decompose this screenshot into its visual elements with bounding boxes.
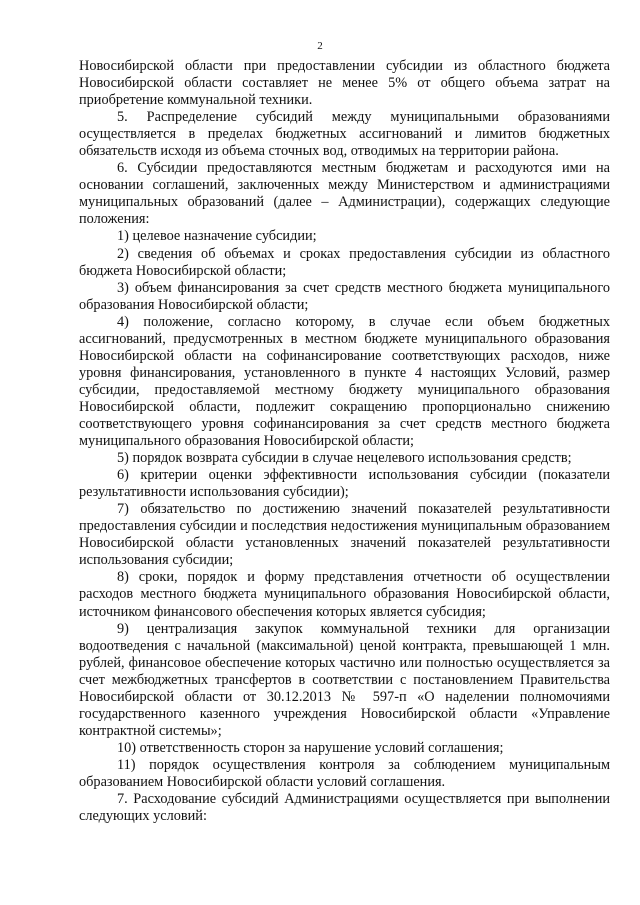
subitem-9: 9) централизация закупок коммунальной техники для организации водоотведения с начальной (максимальной) ценой контракта, превышающей 1 млн. рублей, финансовое обеспечение которых частично или полностью осуществляется за счет межбюджетных трансфертов в соответствии с постановлением Правительства Новосибирской области от 30.12.2013 № 597-п «О наделении полномочиями государственного казенного учреждения Новосибирской области «Управление контрактной системы»; bbox=[79, 620, 610, 739]
paragraph-item-5: 5. Распределение субсидий между муниципальными образованиями осуществляется в пределах бюджетных ассигнований и лимитов бюджетных обязательств исходя из объема сточных вод, отводимых на территории района. bbox=[79, 109, 610, 160]
subitem-6: 6) критерии оценки эффективности использования субсидии (показатели результативности использования субсидии); bbox=[79, 467, 610, 501]
subitem-3: 3) объем финансирования за счет средств местного бюджета муниципального образования Новосибирской области; bbox=[79, 279, 610, 313]
subitem-11: 11) порядок осуществления контроля за соблюдением муниципальным образованием Новосибирской области условий соглашения. bbox=[79, 756, 610, 790]
subitem-7: 7) обязательство по достижению значений показателей результативности предоставления субсидии и последствия недостижения муниципальным образованием Новосибирской области установленных значений показателей результативности использования субсидии; bbox=[79, 501, 610, 569]
subitem-8: 8) сроки, порядок и форму представления отчетности об осуществлении расходов местного бюджета муниципального образования Новосибирской области, источником финансового обеспечения которых является субсидия; bbox=[79, 569, 610, 620]
document-body bbox=[79, 58, 610, 825]
subitem-4: 4) положение, согласно которому, в случае если объем бюджетных ассигнований, предусмотренных в местном бюджете муниципального образования Новосибирской области на софинансирование соответствующих расходов, ниже уровня финансирования, установленного в пункте 4 настоящих Условий, размер субсидии, предоставляемой местному бюджету муниципального образования Новосибирской области, подлежит сокращению пропорционально снижению соответствующего уровня софинансирования за счет средств местного бюджета муниципального образования Новосибирской области; bbox=[79, 313, 610, 450]
subitem-10: 10) ответственность сторон за нарушение условий соглашения; bbox=[117, 739, 504, 756]
subitem-5: 5) порядок возврата субсидии в случае нецелевого использования средств; bbox=[117, 450, 572, 467]
subitem-2: 2) сведения об объемах и сроках предоставления субсидии из областного бюджета Новосибирской области; bbox=[79, 245, 610, 279]
subitem-1: 1) целевое назначение субсидии; bbox=[117, 228, 317, 245]
paragraph-item-6: 6. Субсидии предоставляются местным бюджетам и расходуются ими на основании соглашений, заключенных между Министерством и администрациями муниципальных образований (далее – Администрации), содержащих следующие положения: bbox=[79, 160, 610, 228]
paragraph-continuation: Новосибирской области при предоставлении субсидии из областного бюджета Новосибирской области составляет не менее 5% от общего объема затрат на приобретение коммунальной техники. bbox=[79, 58, 610, 109]
paragraph-item-7: 7. Расходование субсидий Администрациями осуществляется при выполнении следующих условий: bbox=[79, 791, 610, 825]
page-number: 2 bbox=[317, 40, 323, 52]
